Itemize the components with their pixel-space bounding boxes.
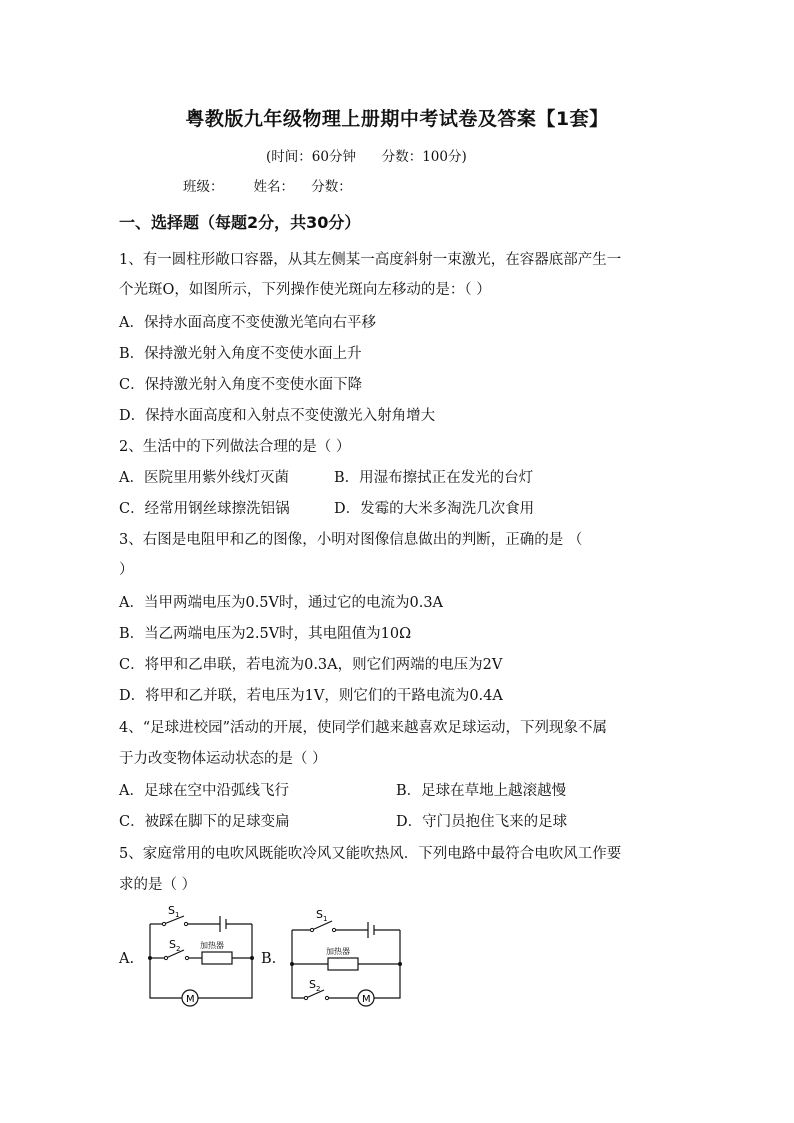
circuit-diagram-b xyxy=(282,900,412,1010)
question-4-stem-line-1: 4、“足球进校园”活动的开展，使同学们越来越喜欢足球运动，下列现象不属 xyxy=(119,720,608,736)
question-5-stem-line-2: 求的是（ ） xyxy=(119,877,197,893)
exam-title: 粤教版九年级物理上册期中考试卷及答案【1套】 xyxy=(185,108,609,130)
question-1-option-d: D．保持水面高度和入射点不变使激光入射角增大 xyxy=(119,408,436,424)
question-4-stem-line-2: 于力改变物体运动状态的是（ ） xyxy=(119,751,327,767)
question-4-option-c: C．被踩在脚下的足球变扁 xyxy=(119,814,290,830)
question-1-option-a: A．保持水面高度不变使激光笔向右平移 xyxy=(119,315,376,331)
question-3-stem-line-1: 3、右图是电阻甲和乙的图像，小明对图像信息做出的判断，正确的是 （ xyxy=(119,532,583,548)
question-2-option-c: C．经常用钢丝球擦洗铝锅 xyxy=(119,501,290,517)
circuit-b-label: B. xyxy=(261,951,277,967)
question-5-stem-line-1: 5、家庭常用的电吹风既能吹冷风又能吹热风．下列电路中最符合电吹风工作要 xyxy=(119,846,622,862)
circuit-a-label: A. xyxy=(119,951,135,967)
question-3-option-c: C．将甲和乙串联，若电流为0.3A，则它们两端的电压为2V xyxy=(119,657,503,673)
question-1-option-b: B．保持激光射入角度不变使水面上升 xyxy=(119,346,362,362)
section-heading: 一、选择题（每题2分，共30分） xyxy=(119,213,361,232)
question-3-stem-line-2: ） xyxy=(119,562,134,578)
circuit-b-heater-label: 加热器 xyxy=(326,947,350,956)
question-3-option-a: A．当甲两端电压为0.5V时，通过它的电流为0.3A xyxy=(119,595,444,611)
question-1-stem-line-1: 1、有一圆柱形敞口容器，从其左侧某一高度斜射一束激光，在容器底部产生一 xyxy=(119,252,622,268)
question-3-option-b: B．当乙两端电压为2.5V时，其电阻值为10Ω xyxy=(119,626,412,642)
question-1-stem-line-2: 个光斑O，如图所示，下列操作使光斑向左移动的是：（ ） xyxy=(119,282,491,298)
question-4-option-b: B．足球在草地上越滚越慢 xyxy=(396,783,567,799)
circuit-a-motor-label: M xyxy=(186,994,195,1005)
question-2-stem: 2、生活中的下列做法合理的是（ ） xyxy=(119,439,351,455)
exam-subtitle: (时间：60分钟 分数：100分) xyxy=(266,149,467,165)
question-3-option-d: D．将甲和乙并联，若电压为1V，则它们的干路电流为0.4A xyxy=(119,688,503,704)
circuit-b-s2-subscript: 2 xyxy=(316,985,321,993)
question-1-option-c: C．保持激光射入角度不变使水面下降 xyxy=(119,377,363,393)
circuit-b-motor-label: M xyxy=(362,994,371,1005)
question-2-option-b: B．用湿布擦拭正在发光的台灯 xyxy=(334,470,534,486)
circuit-b-s1-subscript: 1 xyxy=(323,915,328,923)
circuit-a-s2-subscript: 2 xyxy=(176,945,181,953)
circuit-a-s1-letter: S xyxy=(168,904,175,917)
circuit-a-s2-letter: S xyxy=(169,938,176,951)
question-4-option-d: D．守门员抱住飞来的足球 xyxy=(396,814,568,830)
circuit-a-s1-subscript: 1 xyxy=(175,911,180,919)
circuit-b-s2-letter: S xyxy=(309,978,316,991)
question-4-option-a: A．足球在空中沿弧线飞行 xyxy=(119,783,289,799)
circuit-b-s1-letter: S xyxy=(316,908,323,921)
circuit-diagram-a xyxy=(140,900,270,1010)
class-name-score-line: 班级： 姓名： 分数： xyxy=(183,179,352,195)
question-2-option-a: A．医院里用紫外线灯灭菌 xyxy=(119,470,289,486)
question-2-option-d: D．发霉的大米多淘洗几次食用 xyxy=(334,501,535,517)
circuit-a-heater-label: 加热器 xyxy=(200,941,224,950)
